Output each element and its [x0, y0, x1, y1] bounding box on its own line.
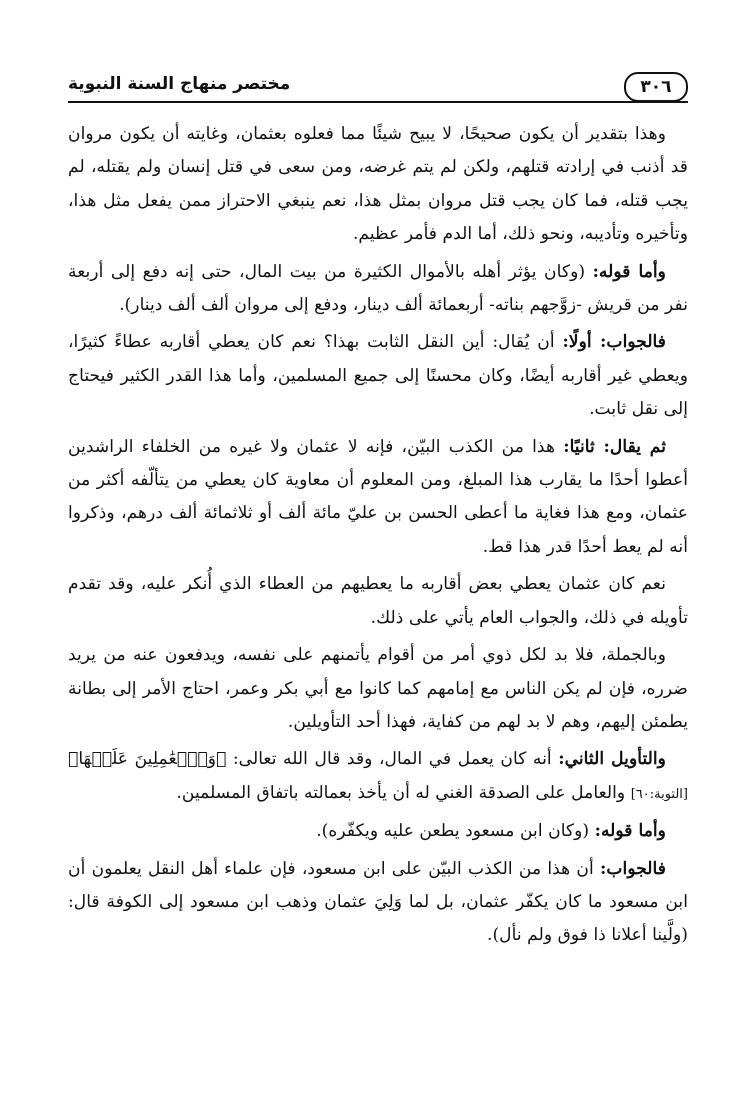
paragraph — [68, 853, 688, 953]
header-divider — [68, 101, 688, 103]
paragraph — [68, 639, 688, 739]
paragraph-text: هذا من الكذب البيّن، فإنه لا عثمان ولا غيره من الخلفاء الراشدين أعطوا أحدًا ما يقارب هذا المبلغ، ومن المعلوم أن معاوية كان يعطي من يتألّفه أكثر من عثمان، ومع هذا فغاية ما أعطى الحسن بن عليّ مائة ألف أو ثلاثمائة ألف درهم، وذكروا أنه لم يعط أحدًا قدر هذا قط. — [68, 436, 688, 557]
paragraph-lead: فالجواب: أولًا: — [562, 332, 667, 353]
running-header — [68, 72, 688, 102]
paragraph-text: (وكان يؤثر أهله بالأموال الكثيرة من بيت المال، حتى إنه دفع إلى أربعة نفر من قريش -زوَّجهم بناته- أربعمائة ألف دينار، ودفع إلى مروان ألف ألف دينار). — [68, 261, 688, 316]
paragraph — [68, 256, 688, 323]
paragraph — [68, 743, 688, 811]
paragraph-tail: والعامل على الصدقة الغني له أن يأخذ بعمالته باتفاق المسلمين. — [176, 782, 631, 803]
paragraph-text: وبالجملة، فلا بد لكل ذوي أمر من أقوام يأتمنهم على نفسه، ويدفعون عنه من يريد ضرره، فإن لم يكن الناس مع إمامهم كما كانوا مع أبي بكر وعمر، احتاج الأمر إلى بطانة يطمئن إليهم، وهم لا بد لهم من كفاية، فهذا أحد التأويلين. — [68, 645, 688, 732]
paragraph — [68, 431, 688, 565]
paragraph-lead: فالجواب: — [600, 858, 666, 879]
page-number: ٣٠٦ — [624, 72, 688, 102]
page-body — [68, 118, 688, 1078]
paragraph-text: (وكان ابن مسعود يطعن عليه ويكفّره). — [316, 821, 595, 842]
paragraph-lead: والتأويل الثاني: — [558, 749, 666, 770]
paragraph-text: نعم كان عثمان يعطي بعض أقاربه ما يعطيهم من العطاء الذي أُنكر عليه، وقد تقدم تأويله في ذلك، والجواب العام يأتي على ذلك. — [68, 574, 688, 628]
quran-reference: [التوبة:٦٠] — [630, 786, 688, 802]
paragraph — [68, 118, 688, 252]
paragraph-text: أنه كان يعمل في المال، وقد قال الله تعالى: ﴿وَٱلۡعَٰمِلِينَ عَلَيۡهَا﴾ — [68, 749, 559, 770]
paragraph-lead: ثم يقال: ثانيًا: — [563, 436, 667, 457]
paragraph — [68, 815, 688, 848]
paragraph-lead: وأما قوله: — [592, 261, 666, 282]
paragraph — [68, 568, 688, 635]
paragraph-text: وهذا بتقدير أن يكون صحيحًا، لا يبيح شيئًا مما فعلوه بعثمان، وغايته أن يكون مروان قد أذنب في إرادته قتلهم، ولكن لم يتم غرضه، ومن سعى في قتل إنسان ولم يقتله، لم يجب قتله، فما كان يجب قتل مروان بمثل هذا، نعم ينبغي الاحتراز ممن يفعل مثل هذا، وتأخيره وتأديبه، ونحو ذلك، أما الدم فأمر عظيم. — [68, 124, 688, 245]
paragraph-text: أن يُقال: أين النقل الثابت بهذا؟ نعم كان يعطي أقاربه عطاءً كثيرًا، ويعطي غير أقاربه أيضًا، وكان محسنًا إلى جميع المسلمين، وأما هذا القدر الكثير فيحتاج إلى نقل ثابت. — [68, 332, 688, 420]
book-title: مختصر منهاج السنة النبوية — [68, 74, 291, 94]
paragraph-lead: وأما قوله: — [594, 821, 666, 842]
paragraph-text: أن هذا من الكذب البيّن على ابن مسعود، فإن علماء أهل النقل يعلمون أن ابن مسعود ما كان يكفّر عثمان، بل لما وَلِيَ عثمان وذهب ابن مسعود إلى الكوفة قال: (ولَّينا أعلانا ذا فوق ولم نأل). — [68, 858, 688, 946]
paragraph — [68, 326, 688, 426]
